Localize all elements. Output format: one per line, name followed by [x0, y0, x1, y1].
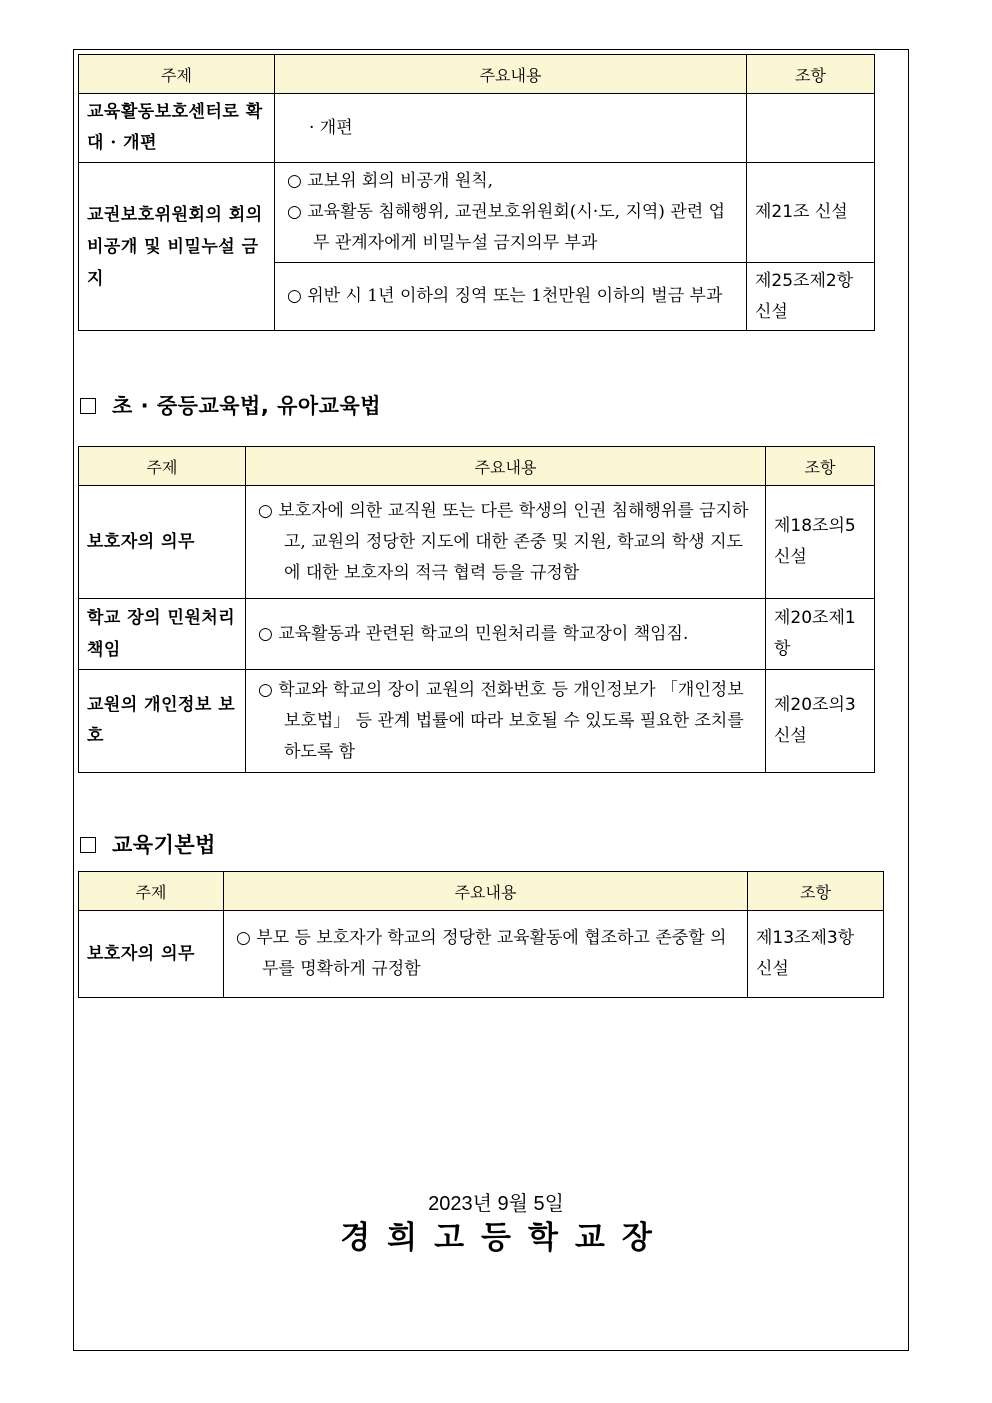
section-title-elementary-secondary-act	[80, 390, 381, 420]
header-article: 조항	[747, 55, 875, 94]
table-row	[79, 486, 875, 599]
section-title-framework-act-on-education	[80, 829, 216, 859]
row-bullet: · 개편	[309, 117, 353, 138]
header-article: 조항	[748, 872, 884, 911]
row-content	[275, 263, 747, 331]
row-subject: 학교 장의 민원처리 책임	[79, 599, 246, 670]
document-date: 2023년 9월 5일	[428, 1193, 564, 1215]
header-subject: 주제	[79, 447, 246, 486]
header-subject: 주제	[79, 872, 224, 911]
table-teacher-protection-act	[78, 54, 875, 331]
row-article	[747, 94, 875, 163]
table-framework-act-on-education	[78, 871, 884, 998]
row-article: 제20조의3 신설	[766, 670, 875, 773]
school-principal-signature: 경희고등학교장	[340, 1220, 669, 1256]
table-elementary-secondary-act	[78, 446, 875, 773]
row-content	[246, 486, 766, 599]
row-article: 제13조제3항 신설	[748, 911, 884, 998]
row-subject: 교육활동보호센터로 확대 · 개편	[79, 94, 275, 163]
header-content: 주요내용	[246, 447, 766, 486]
row-bullet: ○ 교육활동 침해행위, 교권보호위원회(시·도, 지역) 관련 업무 관계자에게 비밀누설 금지의무 부과	[287, 202, 726, 253]
row-article: 제18조의5 신설	[766, 486, 875, 599]
row-bullet: ○ 교육활동과 관련된 학교의 민원처리를 학교장이 책임짐.	[258, 623, 689, 644]
table-row	[79, 670, 875, 773]
row-content	[246, 599, 766, 670]
table-row	[79, 163, 875, 263]
header-article: 조항	[766, 447, 875, 486]
table-row	[79, 94, 875, 163]
section-title-text: 초 · 중등교육법, 유아교육법	[112, 394, 382, 418]
checkbox-square-icon	[80, 398, 96, 414]
row-content	[224, 911, 748, 998]
table-header-row	[79, 447, 875, 486]
row-content	[275, 163, 747, 263]
row-article: 제21조 신설	[747, 163, 875, 263]
table-header-row	[79, 55, 875, 94]
table-row	[79, 911, 884, 998]
row-subject: 교권보호위원회의 회의 비공개 및 비밀누설 금지	[79, 163, 275, 331]
table-row	[79, 599, 875, 670]
row-subject: 보호자의 의무	[79, 486, 246, 599]
row-article: 제25조제2항 신설	[747, 263, 875, 331]
header-content: 주요내용	[275, 55, 747, 94]
row-bullet: ○ 학교와 학교의 장이 교원의 전화번호 등 개인정보가 「개인정보 보호법」 등 관계 법률에 따라 보호될 수 있도록 필요한 조치를 하도록 함	[258, 679, 744, 762]
header-subject: 주제	[79, 55, 275, 94]
row-article: 제20조제1항	[766, 599, 875, 670]
row-bullet: ○ 보호자에 의한 교직원 또는 다른 학생의 인권 침해행위를 금지하고, 교원의 정당한 지도에 대한 존중 및 지원, 학교의 학생 지도에 대한 보호자의 적극 협력 등을 규정함	[258, 500, 749, 583]
row-bullet: ○ 부모 등 보호자가 학교의 정당한 교육활동에 협조하고 존중할 의무를 명확하게 규정함	[236, 928, 727, 979]
row-subject: 교원의 개인정보 보호	[79, 670, 246, 773]
row-bullet: ○ 교보위 회의 비공개 원칙,	[287, 171, 494, 191]
header-content: 주요내용	[224, 872, 748, 911]
row-content	[246, 670, 766, 773]
table-header-row	[79, 872, 884, 911]
section-title-text: 교육기본법	[112, 833, 216, 857]
row-subject: 보호자의 의무	[79, 911, 224, 998]
row-bullet: ○ 위반 시 1년 이하의 징역 또는 1천만원 이하의 벌금 부과	[287, 286, 723, 306]
checkbox-square-icon	[80, 837, 96, 853]
row-content	[275, 94, 747, 163]
